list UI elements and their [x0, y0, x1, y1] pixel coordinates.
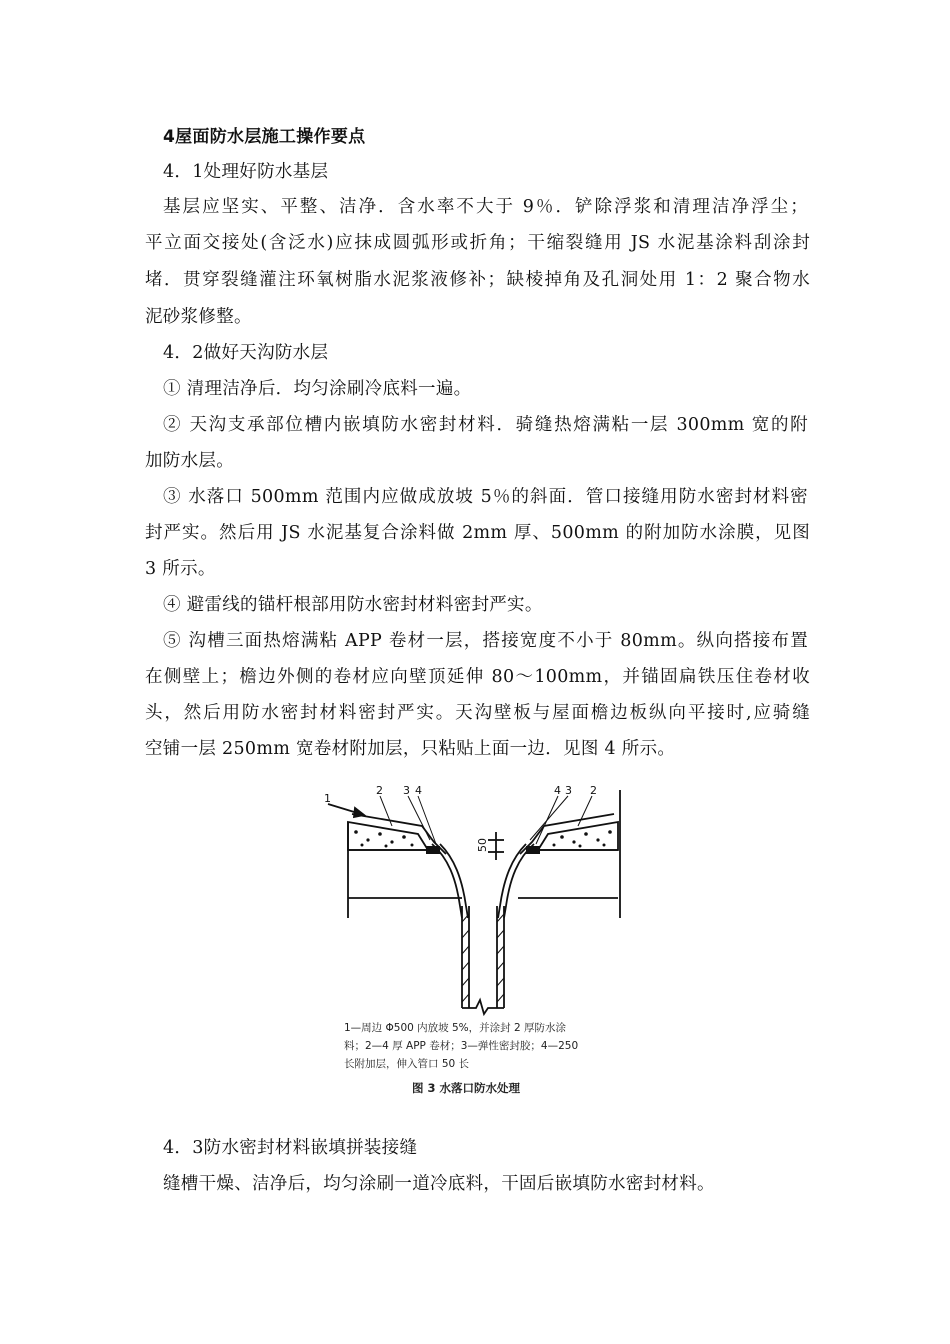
figure-legend-line: 1—周边 Φ500 内放坡 5%，并涂封 2 厚防水涂	[344, 1022, 567, 1034]
label-3: 3	[403, 784, 410, 797]
figure-legend-line: 长附加层，伸入管口 50 长	[344, 1058, 470, 1070]
paragraph-line: 平立面交接处(含泛水)应抹成圆弧形或折角；干缩裂缝用 JS 水泥基涂料刮涂封	[145, 233, 810, 253]
subsection-title-4-2: 4．2做好天沟防水层	[163, 343, 329, 363]
label-1: 1	[324, 792, 331, 805]
subsection-title-4-1: 4．1处理好防水基层	[163, 162, 329, 182]
funnel-left-outer	[432, 844, 462, 918]
left-sealant	[426, 846, 440, 854]
paragraph-line: 头，然后用防水密封材料密封严实。天沟壁板与屋面檐边板纵向平接时,应骑缝	[145, 703, 810, 723]
dimension-label: 50	[476, 838, 489, 852]
label-4-right: 4	[554, 784, 561, 797]
paragraph-line: 缝槽干燥、洁净后，均匀涂刷一道冷底料，干固后嵌填防水密封材料。	[163, 1174, 715, 1194]
right-slope-layer	[538, 822, 618, 850]
subsection-title-4-3: 4．3防水密封材料嵌填拼装接缝	[163, 1138, 418, 1158]
label-4: 4	[415, 784, 422, 797]
left-slope-layer	[348, 822, 428, 850]
list-item: ③ 水落口 500mm 范围内应做成放坡 5％的斜面．管口接缝用防水密封材料密	[163, 487, 808, 507]
section-heading: 4屋面防水层施工操作要点	[163, 127, 366, 147]
right-sealant	[526, 846, 540, 854]
paragraph-line: 堵．贯穿裂缝灌注环氧树脂水泥浆液修补；缺棱掉角及孔洞处用 1：2 聚合物水	[145, 270, 810, 290]
list-item: ① 清理洁净后．均匀涂刷冷底料一遍。	[163, 379, 472, 399]
list-item: ⑤ 沟槽三面热熔满粘 APP 卷材一层，搭接宽度不小于 80mm。纵向搭接布置	[163, 631, 808, 651]
paragraph-line: 空铺一层 250mm 宽卷材附加层，只粘贴上面一边．见图 4 所示。	[145, 739, 676, 759]
paragraph-line: 在侧壁上；檐边外侧的卷材应向壁顶延伸 80～100mm，并锚固扁铁压住卷材收	[145, 667, 810, 687]
paragraph-line: 3 所示。	[145, 559, 216, 579]
label-2-right: 2	[590, 784, 597, 797]
paragraph-line: 加防水层。	[145, 451, 234, 471]
figure-3	[322, 782, 632, 1100]
funnel-right-outer	[504, 844, 534, 918]
list-item: ④ 避雷线的锚杆根部用防水密封材料密封严实。	[163, 595, 543, 615]
label-2: 2	[376, 784, 383, 797]
label-3-right: 3	[565, 784, 572, 797]
paragraph-line: 泥砂浆修整。	[145, 307, 252, 327]
figure-title: 图 3 水落口防水处理	[412, 1081, 521, 1095]
paragraph-line: 封严实。然后用 JS 水泥基复合涂料做 2mm 厚、500mm 的附加防水涂膜，见图	[145, 523, 810, 543]
figure-legend-line: 料；2—4 厚 APP 卷材；3—弹性密封胶；4—250	[344, 1040, 579, 1052]
paragraph-line: 基层应坚实、平整、洁净．含水率不大于 9％．铲除浮浆和清理洁净浮尘；	[163, 197, 808, 217]
list-item: ② 天沟支承部位槽内嵌填防水密封材料．骑缝热熔满粘一层 300mm 宽的附	[163, 415, 808, 435]
